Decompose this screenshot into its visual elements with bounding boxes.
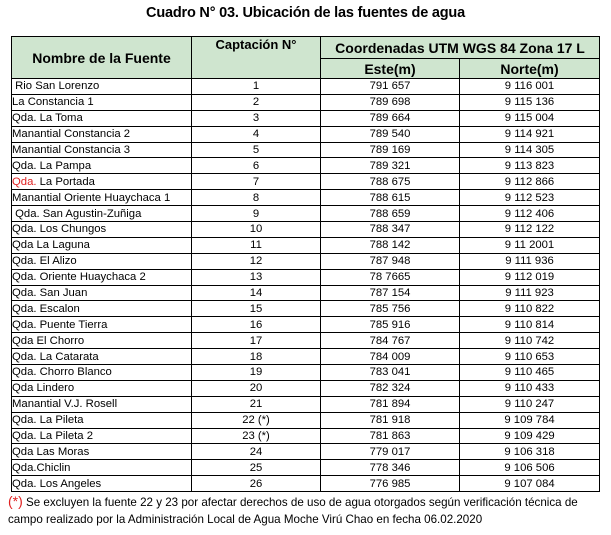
este-cell: 785 916 xyxy=(321,317,460,333)
source-name-cell xyxy=(12,237,192,253)
norte-cell: 9 110 653 xyxy=(460,349,600,365)
captacion-cell: 16 xyxy=(192,317,321,333)
norte-cell: 9 109 429 xyxy=(460,428,600,444)
este-cell: 781 863 xyxy=(321,428,460,444)
source-name-cell xyxy=(12,222,192,238)
source-name-cell xyxy=(12,285,192,301)
table-row xyxy=(12,253,600,269)
este-cell: 782 324 xyxy=(321,380,460,396)
captacion-cell: 26 xyxy=(192,476,321,492)
header-captacion: Captación N° xyxy=(192,37,321,79)
este-cell: 789 698 xyxy=(321,94,460,110)
source-name: Qda. Los Chungos xyxy=(12,223,107,236)
este-cell: 788 142 xyxy=(321,237,460,253)
captacion-cell: 21 xyxy=(192,396,321,412)
table-row xyxy=(12,94,600,110)
source-name-cell xyxy=(12,317,192,333)
source-name: Qda. Puente Tierra xyxy=(12,318,108,331)
table-row xyxy=(12,142,600,158)
source-name-cell xyxy=(12,110,192,126)
norte-cell: 9 111 936 xyxy=(460,253,600,269)
header-source-name: Nombre de la Fuente xyxy=(12,37,192,79)
norte-cell: 9 112 122 xyxy=(460,222,600,238)
source-name: Qda La Laguna xyxy=(12,239,90,252)
source-name-cell xyxy=(12,333,192,349)
source-name: Qda Lindero xyxy=(12,382,75,395)
norte-cell: 9 110 247 xyxy=(460,396,600,412)
source-name: Qda. La Catarata xyxy=(12,350,99,363)
table-row xyxy=(12,380,600,396)
norte-cell: 9 116 001 xyxy=(460,79,600,95)
captacion-cell: 18 xyxy=(192,349,321,365)
norte-cell: 9 11 2001 xyxy=(460,237,600,253)
source-name: Rio San Lorenzo xyxy=(12,80,100,93)
source-name: Manantial Constancia 2 xyxy=(12,128,131,141)
table-row xyxy=(12,269,600,285)
footnote xyxy=(8,493,606,528)
source-name: Qda Las Moras xyxy=(12,445,90,458)
captacion-cell: 8 xyxy=(192,190,321,206)
source-name: Qda El Chorro xyxy=(12,334,85,347)
captacion-cell: 4 xyxy=(192,126,321,142)
norte-cell: 9 115 004 xyxy=(460,110,600,126)
source-name-prefix: Qda. xyxy=(12,175,37,188)
header-coordinates: Coordenadas UTM WGS 84 Zona 17 L xyxy=(321,37,600,59)
norte-cell: 9 110 465 xyxy=(460,365,600,381)
captacion-cell: 12 xyxy=(192,253,321,269)
source-name: Qda. La Pileta 2 xyxy=(12,430,94,443)
este-cell: 787 948 xyxy=(321,253,460,269)
table-row xyxy=(12,126,600,142)
source-name-cell xyxy=(12,396,192,412)
table-row xyxy=(12,285,600,301)
table-row xyxy=(12,317,600,333)
norte-cell: 9 112 866 xyxy=(460,174,600,190)
norte-cell: 9 110 742 xyxy=(460,333,600,349)
table-row xyxy=(12,460,600,476)
source-name: La Portada xyxy=(36,175,95,188)
table-row xyxy=(12,237,600,253)
source-name: La Constancia 1 xyxy=(12,96,94,109)
header-este: Este(m) xyxy=(321,59,460,79)
source-name-cell xyxy=(12,349,192,365)
table-row xyxy=(12,206,600,222)
table-row xyxy=(12,174,600,190)
source-name: Qda. La Pileta xyxy=(12,414,84,427)
captacion-cell: 2 xyxy=(192,94,321,110)
norte-cell: 9 112 406 xyxy=(460,206,600,222)
source-name-cell xyxy=(12,79,192,95)
source-name: Qda. Los Angeles xyxy=(12,477,102,490)
este-cell: 78 7665 xyxy=(321,269,460,285)
este-cell: 783 041 xyxy=(321,365,460,381)
table-row xyxy=(12,365,600,381)
este-cell: 788 615 xyxy=(321,190,460,206)
este-cell: 788 675 xyxy=(321,174,460,190)
source-name-cell xyxy=(12,94,192,110)
norte-cell: 9 114 921 xyxy=(460,126,600,142)
captacion-cell: 10 xyxy=(192,222,321,238)
source-name: Qda. San Agustin-Zuñiga xyxy=(12,207,142,220)
source-name: Qda. La Toma xyxy=(12,112,83,125)
este-cell: 778 346 xyxy=(321,460,460,476)
este-cell: 788 347 xyxy=(321,222,460,238)
source-name: Qda. La Pampa xyxy=(12,159,92,172)
table-row xyxy=(12,110,600,126)
captacion-cell: 24 xyxy=(192,444,321,460)
source-name: Qda.Chiclin xyxy=(12,461,71,474)
source-name-cell xyxy=(12,253,192,269)
source-name-cell xyxy=(12,365,192,381)
norte-cell: 9 115 136 xyxy=(460,94,600,110)
table-row xyxy=(12,444,600,460)
captacion-cell: 17 xyxy=(192,333,321,349)
water-sources-table xyxy=(11,36,600,492)
table-row xyxy=(12,158,600,174)
source-name: Qda. Chorro Blanco xyxy=(12,366,112,379)
este-cell: 781 918 xyxy=(321,412,460,428)
captacion-cell: 25 xyxy=(192,460,321,476)
captacion-cell: 7 xyxy=(192,174,321,190)
norte-cell: 9 112 019 xyxy=(460,269,600,285)
este-cell: 788 659 xyxy=(321,206,460,222)
captacion-cell: 11 xyxy=(192,237,321,253)
source-name: Qda. Oriente Huaychaca 2 xyxy=(12,271,146,284)
este-cell: 779 017 xyxy=(321,444,460,460)
norte-cell: 9 111 923 xyxy=(460,285,600,301)
source-name-cell xyxy=(12,460,192,476)
norte-cell: 9 113 823 xyxy=(460,158,600,174)
captacion-cell: 3 xyxy=(192,110,321,126)
captacion-cell: 14 xyxy=(192,285,321,301)
source-name-cell xyxy=(12,126,192,142)
captacion-cell: 1 xyxy=(192,79,321,95)
source-name-cell xyxy=(12,190,192,206)
captacion-cell: 20 xyxy=(192,380,321,396)
este-cell: 789 169 xyxy=(321,142,460,158)
este-cell: 781 894 xyxy=(321,396,460,412)
norte-cell: 9 110 433 xyxy=(460,380,600,396)
source-name-cell xyxy=(12,269,192,285)
source-name: Manantial Constancia 3 xyxy=(12,144,131,156)
captacion-cell: 23 (*) xyxy=(192,428,321,444)
norte-cell: 9 114 305 xyxy=(460,142,600,158)
captacion-cell: 13 xyxy=(192,269,321,285)
este-cell: 785 756 xyxy=(321,301,460,317)
captacion-cell: 9 xyxy=(192,206,321,222)
captacion-cell: 15 xyxy=(192,301,321,317)
source-name: Qda. El Alizo xyxy=(12,255,77,268)
table-row xyxy=(12,333,600,349)
source-name: Qda. San Juan xyxy=(12,287,88,300)
table-title: Cuadro N° 03. Ubicación de las fuentes de agua xyxy=(146,5,465,21)
table-row xyxy=(12,412,600,428)
source-name-cell xyxy=(12,444,192,460)
table-row xyxy=(12,396,600,412)
source-name: Qda. Escalon xyxy=(12,302,80,315)
source-name-cell xyxy=(12,380,192,396)
este-cell: 784 009 xyxy=(321,349,460,365)
norte-cell: 9 107 084 xyxy=(460,476,600,492)
source-name: Manantial Oriente Huaychaca 1 xyxy=(12,191,171,204)
captacion-cell: 19 xyxy=(192,365,321,381)
source-name-cell xyxy=(12,206,192,222)
norte-cell: 9 109 784 xyxy=(460,412,600,428)
source-name-cell xyxy=(12,174,192,190)
norte-cell: 9 106 318 xyxy=(460,444,600,460)
norte-cell: 9 112 523 xyxy=(460,190,600,206)
table-row xyxy=(12,190,600,206)
norte-cell: 9 106 506 xyxy=(460,460,600,476)
este-cell: 787 154 xyxy=(321,285,460,301)
source-name-cell xyxy=(12,142,192,158)
captacion-cell: 5 xyxy=(192,142,321,158)
table-row xyxy=(12,222,600,238)
este-cell: 784 767 xyxy=(321,333,460,349)
source-name-cell xyxy=(12,412,192,428)
source-name-cell xyxy=(12,158,192,174)
norte-cell: 9 110 814 xyxy=(460,317,600,333)
source-name-cell xyxy=(12,428,192,444)
source-name-cell xyxy=(12,476,192,492)
source-name: Manantial V.J. Rosell xyxy=(12,398,118,411)
table-row xyxy=(12,79,600,95)
table-row xyxy=(12,476,600,492)
table-row xyxy=(12,428,600,444)
table-row xyxy=(12,349,600,365)
este-cell: 776 985 xyxy=(321,476,460,492)
este-cell: 789 321 xyxy=(321,158,460,174)
captacion-cell: 22 (*) xyxy=(192,412,321,428)
este-cell: 789 540 xyxy=(321,126,460,142)
norte-cell: 9 110 822 xyxy=(460,301,600,317)
header-norte: Norte(m) xyxy=(460,59,600,79)
footnote-marker: (*) xyxy=(8,493,23,509)
table-row xyxy=(12,301,600,317)
este-cell: 789 664 xyxy=(321,110,460,126)
este-cell: 791 657 xyxy=(321,79,460,95)
captacion-cell: 6 xyxy=(192,158,321,174)
source-name-cell xyxy=(12,301,192,317)
footnote-text: Se excluyen la fuente 22 y 23 por afectar derechos de uso de agua otorgados según verificación técnica de campo realizado por la Administración Local de Agua Moche Virú Chao en fecha 06.02.2020 xyxy=(8,496,578,526)
